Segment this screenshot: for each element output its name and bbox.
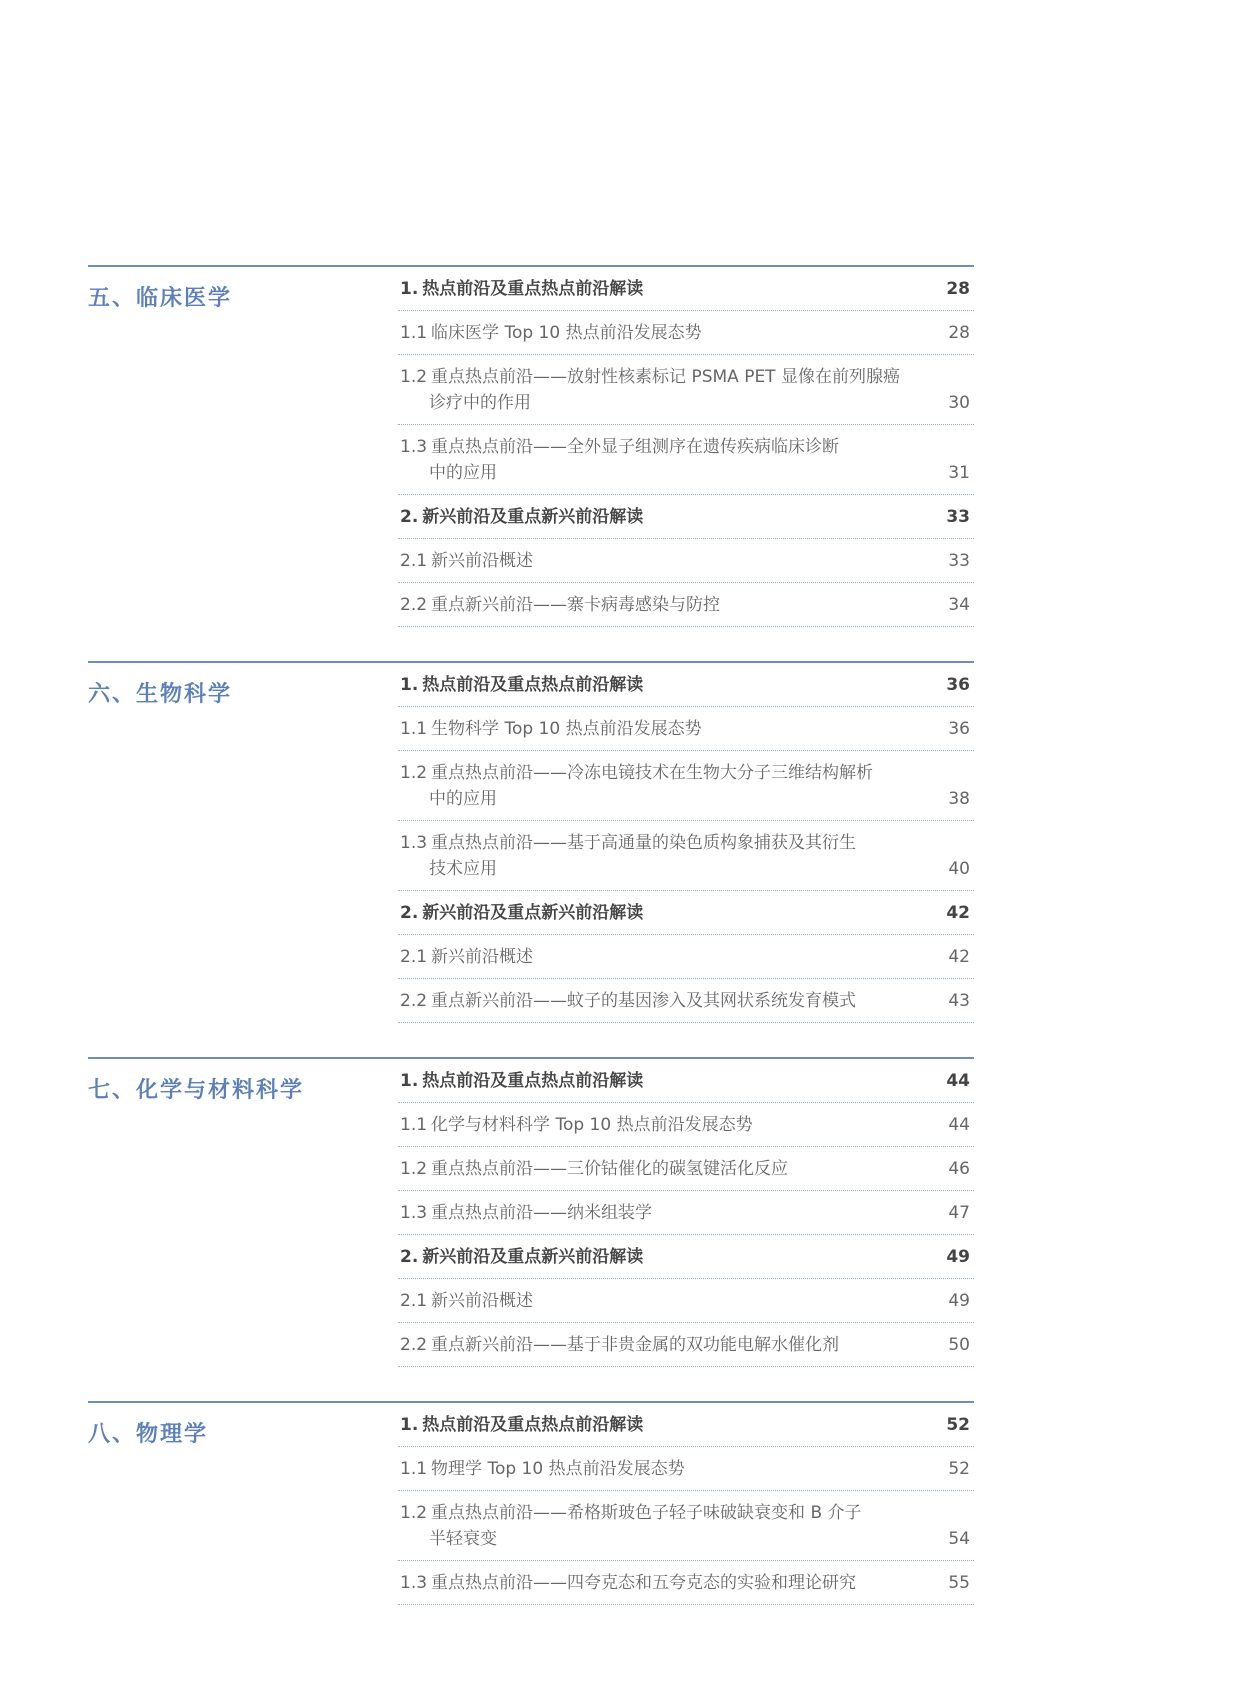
toc-page-number: 31 [948, 463, 970, 483]
toc-entry-number: 1.2 [400, 1159, 428, 1179]
toc-entry-number: 1.1 [400, 1115, 428, 1135]
toc-page-number: 55 [948, 1573, 970, 1593]
toc-entry-list [398, 1403, 974, 1605]
toc-entry-number: 2. [400, 507, 419, 527]
toc-entry-number: 1. [400, 279, 419, 299]
toc-entry-text [400, 1112, 936, 1138]
toc-entry-title: 重点热点前沿——三价钴催化的碳氢键活化反应 [431, 1159, 789, 1179]
toc-entry-number: 2.2 [400, 595, 428, 615]
toc-entry-text [400, 1456, 936, 1482]
toc-entry-title-continued: 诊疗中的作用 [429, 393, 531, 413]
toc-page-number: 44 [948, 1115, 970, 1135]
toc-entry-text [400, 988, 936, 1014]
toc-entry-text [400, 276, 936, 302]
toc-entry-number: 1. [400, 675, 419, 695]
toc-entry[interactable] [398, 1561, 974, 1605]
toc-entry-text [400, 364, 936, 416]
toc-entry-text [400, 1500, 936, 1552]
toc-entry-number: 2.2 [400, 991, 428, 1011]
toc-entry-text [400, 944, 936, 970]
toc-entry-title: 临床医学 Top 10 热点前沿发展态势 [431, 323, 702, 343]
toc-entry-number: 2.2 [400, 1335, 428, 1355]
toc-entry[interactable] [398, 1279, 974, 1323]
toc-entry-number: 1. [400, 1415, 419, 1435]
toc-section [88, 661, 974, 1023]
toc-entry-title-continued: 技术应用 [429, 859, 497, 879]
toc-entry-title-continued: 半轻衰变 [429, 1529, 497, 1549]
toc-entry[interactable] [398, 1323, 974, 1367]
toc-entry-text [400, 504, 936, 530]
toc-entry-title: 物理学 Top 10 热点前沿发展态势 [431, 1459, 685, 1479]
toc-entry[interactable] [398, 1191, 974, 1235]
toc-page-number: 52 [948, 1459, 970, 1479]
toc-entry-number: 2.1 [400, 551, 428, 571]
toc-page-number: 30 [948, 393, 970, 413]
toc-entry-text [400, 716, 936, 742]
toc-entry[interactable] [398, 821, 974, 891]
toc-entry-text [400, 320, 936, 346]
toc-entry-number: 1.1 [400, 719, 428, 739]
toc-entry-text [400, 1068, 936, 1094]
toc-page-number: 50 [948, 1335, 970, 1355]
toc-page-number: 38 [948, 789, 970, 809]
toc-entry-text [400, 1332, 936, 1358]
toc-entry-title: 热点前沿及重点热点前沿解读 [422, 675, 644, 695]
toc-entry[interactable] [398, 495, 974, 539]
toc-entry-title: 新兴前沿及重点新兴前沿解读 [422, 507, 644, 527]
toc-entry[interactable] [398, 267, 974, 311]
toc-entry-title: 重点热点前沿——全外显子组测序在遗传疾病临床诊断 [431, 437, 840, 457]
toc-entry[interactable] [398, 751, 974, 821]
toc-entry-number: 1.3 [400, 437, 428, 457]
toc-entry-text [400, 1570, 936, 1596]
toc-page-number: 43 [948, 991, 970, 1011]
toc-entry[interactable] [398, 707, 974, 751]
toc-entry-title-continued: 中的应用 [429, 463, 497, 483]
toc-page-number: 33 [946, 507, 970, 527]
chapter-title: 五、临床医学 [88, 286, 233, 311]
toc-section [88, 1401, 974, 1605]
toc-entry[interactable] [398, 583, 974, 627]
toc-entry[interactable] [398, 1403, 974, 1447]
toc-entry-number: 1.2 [400, 367, 428, 387]
toc-entry-text [400, 434, 936, 486]
toc-entry-text [400, 900, 936, 926]
toc-entry[interactable] [398, 891, 974, 935]
toc-entry-number: 1.2 [400, 763, 428, 783]
toc-page-number: 47 [948, 1203, 970, 1223]
chapter-title: 六、生物科学 [88, 682, 233, 707]
toc-entry-list [398, 1059, 974, 1367]
toc-entry-title: 重点热点前沿——四夸克态和五夸克态的实验和理论研究 [431, 1573, 857, 1593]
toc-entry-list [398, 663, 974, 1023]
toc-entry-text [400, 1412, 936, 1438]
toc-entry-number: 1.3 [400, 1203, 428, 1223]
toc-entry-title: 热点前沿及重点热点前沿解读 [422, 279, 644, 299]
toc-entry-title: 热点前沿及重点热点前沿解读 [422, 1071, 644, 1091]
toc-entry-text [400, 1244, 936, 1270]
toc-page-number: 42 [948, 947, 970, 967]
toc-page-number: 40 [948, 859, 970, 879]
toc-entry-text [400, 1200, 936, 1226]
toc-entry[interactable] [398, 1447, 974, 1491]
toc-entry-text [400, 1288, 936, 1314]
toc-page-number: 44 [946, 1071, 970, 1091]
toc-entry-title: 生物科学 Top 10 热点前沿发展态势 [431, 719, 702, 739]
toc-entry-title: 新兴前沿概述 [431, 947, 534, 967]
toc-page-number: 28 [948, 323, 970, 343]
toc-entry-number: 1.1 [400, 1459, 428, 1479]
toc-entry-number: 2.1 [400, 947, 428, 967]
toc-entry-number: 2.1 [400, 1291, 428, 1311]
toc-entry-title: 热点前沿及重点热点前沿解读 [422, 1415, 644, 1435]
toc-entry-title: 重点热点前沿——冷冻电镜技术在生物大分子三维结构解析 [431, 763, 874, 783]
toc-entry-text [400, 672, 936, 698]
toc-page-number: 33 [948, 551, 970, 571]
toc-entry[interactable] [398, 1103, 974, 1147]
chapter-title: 八、物理学 [88, 1422, 209, 1447]
toc-entry-number: 1.2 [400, 1503, 428, 1523]
toc-entry-number: 2. [400, 1247, 419, 1267]
toc-page-number: 49 [946, 1247, 970, 1267]
toc-entry[interactable] [398, 425, 974, 495]
toc-entry-title: 新兴前沿及重点新兴前沿解读 [422, 903, 644, 923]
toc-entry-title: 重点新兴前沿——寨卡病毒感染与防控 [431, 595, 721, 615]
toc-page-number: 42 [946, 903, 970, 923]
toc-page-number: 36 [948, 719, 970, 739]
toc-entry-title: 重点热点前沿——纳米组装学 [431, 1203, 653, 1223]
toc-entry-title-continued: 中的应用 [429, 789, 497, 809]
toc-entry[interactable] [398, 935, 974, 979]
toc-entry[interactable] [398, 355, 974, 425]
toc-entry-number: 1.3 [400, 1573, 428, 1593]
toc-section [88, 1057, 974, 1367]
toc-entry[interactable] [398, 539, 974, 583]
toc-page-number: 34 [948, 595, 970, 615]
toc-entry[interactable] [398, 1235, 974, 1279]
toc-page-number: 54 [948, 1529, 970, 1549]
toc-entry-text [400, 548, 936, 574]
toc-entry-title: 新兴前沿概述 [431, 551, 534, 571]
toc-entry-list [398, 267, 974, 627]
toc-entry-title: 重点新兴前沿——蚊子的基因渗入及其网状系统发育模式 [431, 991, 857, 1011]
toc-page-number: 28 [946, 279, 970, 299]
toc-entry-title: 重点热点前沿——希格斯玻色子轻子味破缺衰变和 B 介子 [431, 1503, 862, 1523]
toc-page-number: 46 [948, 1159, 970, 1179]
toc-entry-text [400, 1156, 936, 1182]
chapter-title: 七、化学与材料科学 [88, 1078, 305, 1103]
toc-entry[interactable] [398, 663, 974, 707]
toc-entry[interactable] [398, 1059, 974, 1103]
toc-page-number: 49 [948, 1291, 970, 1311]
toc-entry-title: 新兴前沿概述 [431, 1291, 534, 1311]
toc-page-number: 52 [946, 1415, 970, 1435]
toc-entry-text [400, 592, 936, 618]
toc-entry[interactable] [398, 1147, 974, 1191]
toc-entry-number: 1. [400, 1071, 419, 1091]
toc-entry-title: 重点新兴前沿——基于非贵金属的双功能电解水催化剂 [431, 1335, 840, 1355]
toc-entry-title: 化学与材料科学 Top 10 热点前沿发展态势 [431, 1115, 753, 1135]
toc-entry-title: 重点热点前沿——基于高通量的染色质构象捕获及其衍生 [431, 833, 857, 853]
table-of-contents [88, 265, 974, 1639]
toc-section [88, 265, 974, 627]
toc-page-number: 36 [946, 675, 970, 695]
toc-entry-text [400, 830, 936, 882]
toc-entry-text [400, 760, 936, 812]
toc-entry-number: 1.1 [400, 323, 428, 343]
toc-entry[interactable] [398, 979, 974, 1023]
toc-entry[interactable] [398, 1491, 974, 1561]
toc-entry-title: 重点热点前沿——放射性核素标记 PSMA PET 显像在前列腺癌 [431, 367, 900, 387]
toc-entry-title: 新兴前沿及重点新兴前沿解读 [422, 1247, 644, 1267]
toc-entry-number: 2. [400, 903, 419, 923]
toc-entry[interactable] [398, 311, 974, 355]
toc-entry-number: 1.3 [400, 833, 428, 853]
